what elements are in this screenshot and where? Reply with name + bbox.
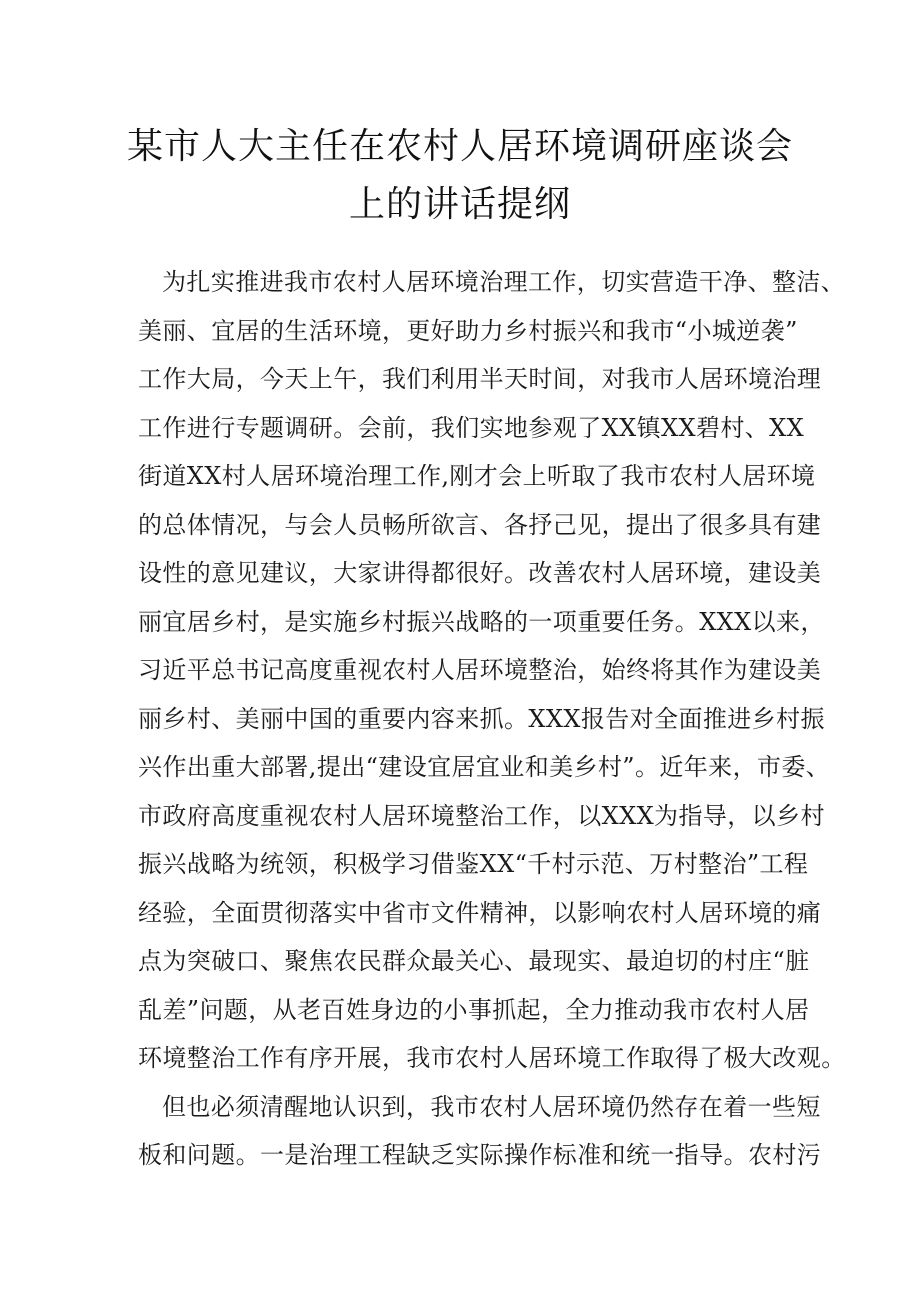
paragraph-1-line: 经验，全面贯彻落实中省市文件精神，以影响农村人居环境的痛 (138, 898, 822, 927)
document-body (138, 258, 846, 1180)
paragraph-1-line: 兴作出重大部署,提出“建设宜居宜业和美乡村”。近年来，市委、 (138, 753, 831, 781)
paragraph-1-line: 为扎实推进我市农村人居环境治理工作，切实营造干净、整洁、 (162, 268, 846, 296)
paragraph-1-line: 振兴战略为统领，积极学习借鉴XX“千村示范、万村整治”工程 (138, 850, 809, 878)
paragraph-1-line: 点为突破口、聚焦农民群众最关心、最现实、最迫切的村庄“脏 (138, 947, 810, 975)
paragraph-1-line: 丽乡村、美丽中国的重要内容来抓。XXX报告对全面推进乡村振 (138, 704, 825, 733)
paragraph-1-line: 市政府高度重视农村人居环境整治工作，以XXX为指导，以乡村 (138, 801, 825, 830)
paragraph-1-line: 街道XX村人居环境治理工作,刚才会上听取了我市农村人居环境 (138, 462, 816, 490)
paragraph-1-line: 工作进行专题调研。会前，我们实地参观了XX镇XX碧村、XX (138, 413, 805, 442)
paragraph-1-line: 美丽、宜居的生活环境，更好助力乡村振兴和我市“小城逆袭” (138, 316, 798, 345)
paragraph-2-line: 但也必须清醒地认识到，我市农村人居环境仍然存在着一些短 (162, 1092, 821, 1121)
document-title-line-1: 某市人大主任在农村人居环境调研座谈会 (126, 126, 793, 167)
document-title-line-2: 上的讲话提纲 (348, 184, 571, 225)
paragraph-1-line: 环境整治工作有序开展，我市农村人居环境工作取得了极大改观。 (138, 1044, 846, 1072)
paragraph-1-line: 工作大局，今天上午，我们利用半天时间，对我市人居环境治理 (138, 365, 822, 393)
paragraph-2-line: 板和问题。一是治理工程缺乏实际操作标准和统一指导。农村污 (138, 1141, 822, 1169)
paragraph-1-line: 习近平总书记高度重视农村人居环境整治，始终将其作为建设美 (138, 656, 822, 684)
paragraph-1-line: 丽宜居乡村，是实施乡村振兴战略的一项重要任务。XXX以来， (138, 607, 825, 636)
paragraph-1-line: 设性的意见建议，大家讲得都很好。改善农村人居环境，建设美 (138, 559, 822, 587)
paragraph-1-line: 乱差”问题，从老百姓身边的小事抓起，全力推动我市农村人居 (138, 995, 810, 1024)
paragraph-1-line: 的总体情况，与会人员畅所欲言、各抒己见，提出了很多具有建 (138, 510, 822, 539)
